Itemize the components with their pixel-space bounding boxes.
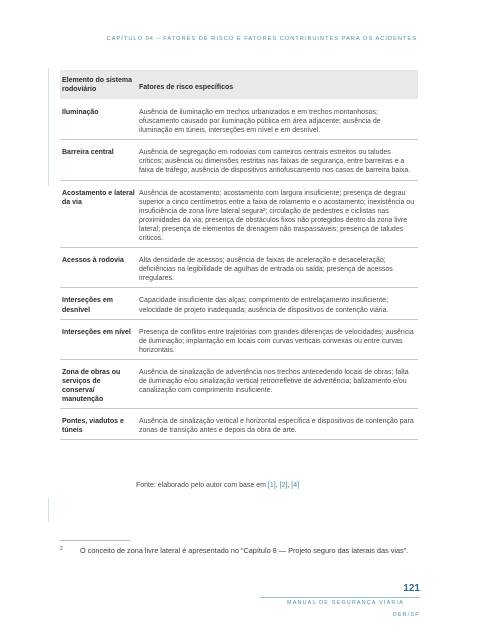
row-element: Barreira central: [60, 140, 137, 180]
row-factors: Capacidade insuficiente das alças; comprimento de entrelaçamento insuficiente; velocidade de projeto inadequada; ausência de dispositivos de contenção viária.: [137, 288, 418, 319]
header-element: Elemento do sistema rodoviário: [60, 70, 137, 99]
table-row: [60, 248, 418, 288]
organization-label: DER/SP: [392, 612, 420, 618]
source-ref-link[interactable]: [2]: [279, 482, 288, 489]
table-row: [60, 99, 418, 140]
table-row: [60, 140, 418, 180]
table-row: [60, 319, 418, 359]
risk-factors-table: [60, 70, 418, 440]
row-factors: Ausência de sinalização vertical e horizontal específica e dispositivos de contenção para zonas de transição antes e depois da obra de arte.: [137, 409, 418, 440]
chapter-header: CAPÍTULO 04 – FATORES DE RISCO E FATORES CONTRIBUINTES PARA OS ACIDENTES: [106, 36, 417, 42]
row-element: Pontes, viadutos e túneis: [60, 409, 137, 440]
side-rule: [48, 68, 49, 186]
row-factors: Ausência de segregação em rodovias com canteiros centrais estreitos ou taludes críticos; ausência ou dimensões restritas nas faixas de segurança, entre barreiras e a faixa de tráfego; ausência de dispositivos antiofuscamento nos casos de barreira baixa.: [137, 140, 418, 180]
table-row: [60, 180, 418, 248]
row-element: Interseções em nível: [60, 319, 137, 359]
row-element: Interseções em desnível: [60, 288, 137, 319]
side-rule: [48, 498, 49, 522]
table-row: [60, 288, 418, 319]
row-element: Zona de obras ou serviços de conserva/ manutenção: [60, 359, 137, 408]
manual-title: MANUAL DE SEGURANÇA VIÁRIA: [287, 600, 404, 606]
table-row: [60, 359, 418, 408]
footnote-number: 2: [60, 546, 63, 552]
table-row: [60, 409, 418, 440]
row-factors: Ausência de acostamento; acostamento com largura insuficiente; presença de degrau superior a cinco centímetros entre a faixa de rolamento e o acostamento; inexistência ou insuficiência de zona livre lateral segura²; circulação de pedestres e ciclistas nas proximidades da via; presença de obstáculos fixos não protegidos dentro da zona livre lateral; presença de elementos de drenagem não traspassáveis; presença de taludes críticos.: [137, 180, 418, 248]
source-ref-link[interactable]: [4]: [291, 482, 300, 489]
row-factors: Ausência de iluminação em trechos urbanizados e em trechos montanhosos; ofuscamento causado por iluminação pública em área adjacente; ausência de iluminação em túneis, interseções em nível e em desnível.: [137, 99, 418, 140]
footnote-text: O conceito de zona livre lateral é apresentado no “Capítulo 8 — Projeto seguro das laterais das vias”.: [80, 546, 409, 555]
row-element: Acostamento e lateral da via: [60, 180, 137, 248]
row-factors: Ausência de sinalização de advertência nos trechos antecedendo locais de obras; falta de iluminação e/ou sinalização vertical retrorrefletive de advertência; balizamento e/ou canalização com comprimento insuficiente.: [137, 359, 418, 408]
footer-divider: [260, 597, 420, 598]
header-factors: Fatores de risco específicos: [137, 70, 418, 99]
page-number: 121: [403, 583, 420, 594]
row-element: Acessos à rodovia: [60, 248, 137, 288]
source-ref-link[interactable]: [1]: [267, 482, 276, 489]
footnote-divider: [60, 540, 130, 541]
row-factors: Presença de conflitos entre trajetórias com grandes diferenças de velocidades; ausência de iluminação; implantação em locais com curvas verticais convexas ou entre curvas horizontais.: [137, 319, 418, 359]
table-source: Fonte: elaborado pelo autor com base em [1], [2], [4]: [136, 482, 300, 489]
row-factors: Alta densidade de acessos; ausência de faixas de aceleração e desaceleração; deficiências na legibilidade de agulhas de entrada ou saída; presença de acessos irregulares.: [137, 248, 418, 288]
row-element: Iluminação: [60, 99, 137, 140]
source-prefix: Fonte: elaborado pelo autor com base em: [136, 482, 266, 489]
footnote: [60, 546, 420, 556]
table-header-row: [60, 70, 418, 99]
